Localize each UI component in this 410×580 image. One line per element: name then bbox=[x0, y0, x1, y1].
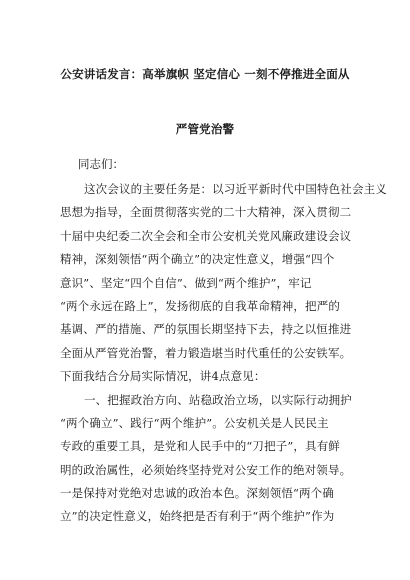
document-body bbox=[60, 178, 387, 529]
body-line: 全面从严管党治警，着力锻造堪当时代重任的公安铁军。 bbox=[60, 345, 352, 360]
body-line: 下面我结合分局实际情况，讲4点意见： bbox=[60, 369, 266, 384]
body-line: 立”的决定性意义，始终把是否有利于“两个维护”作为 bbox=[60, 509, 335, 524]
body-line: 这次会议的主要任务是：以习近平新时代中国特色社会主义 bbox=[84, 182, 387, 196]
body-line: 一、把握政治方向、站稳政治立场，以实际行动拥护 bbox=[84, 392, 352, 407]
body-line: 十届中央纪委二次全会和全市公安机关党风廉政建设会议 bbox=[60, 228, 352, 243]
document-title-line-1: 公安讲话发言：高举旗帜 坚定信心 一刻不停推进全面从 bbox=[60, 67, 350, 81]
body-line: “两个确立”、践行“两个维护”。公安机关是人民民主 bbox=[60, 415, 329, 430]
body-line: 思想为指导，全面贯彻落实党的二十大精神，深入贯彻二 bbox=[60, 205, 352, 220]
body-line: 基调、严的措施、严的氛围长期坚持下去，持之以恒推进 bbox=[60, 322, 352, 337]
salutation: 同志们： bbox=[78, 157, 124, 171]
body-line: 意识”、坚定“四个自信”、做到“两个维护”，牢记 bbox=[60, 275, 312, 290]
body-line: 一是保持对党绝对忠诚的政治本色。深刻领悟“两个确 bbox=[60, 486, 334, 501]
body-line: “两个永远在路上”，发扬彻底的自我革命精神，把严的 bbox=[60, 298, 341, 313]
body-line: 专政的重要工具，是党和人民手中的“刀把子”，具有鲜 bbox=[60, 439, 341, 454]
body-line: 精神，深刻领悟“两个确立”的决定性意义，增强“四个 bbox=[60, 252, 335, 267]
body-line: 明的政治属性，必须始终坚持党对公安工作的绝对领导。 bbox=[60, 462, 352, 477]
document-title-line-2: 严管党治警 bbox=[175, 122, 235, 136]
